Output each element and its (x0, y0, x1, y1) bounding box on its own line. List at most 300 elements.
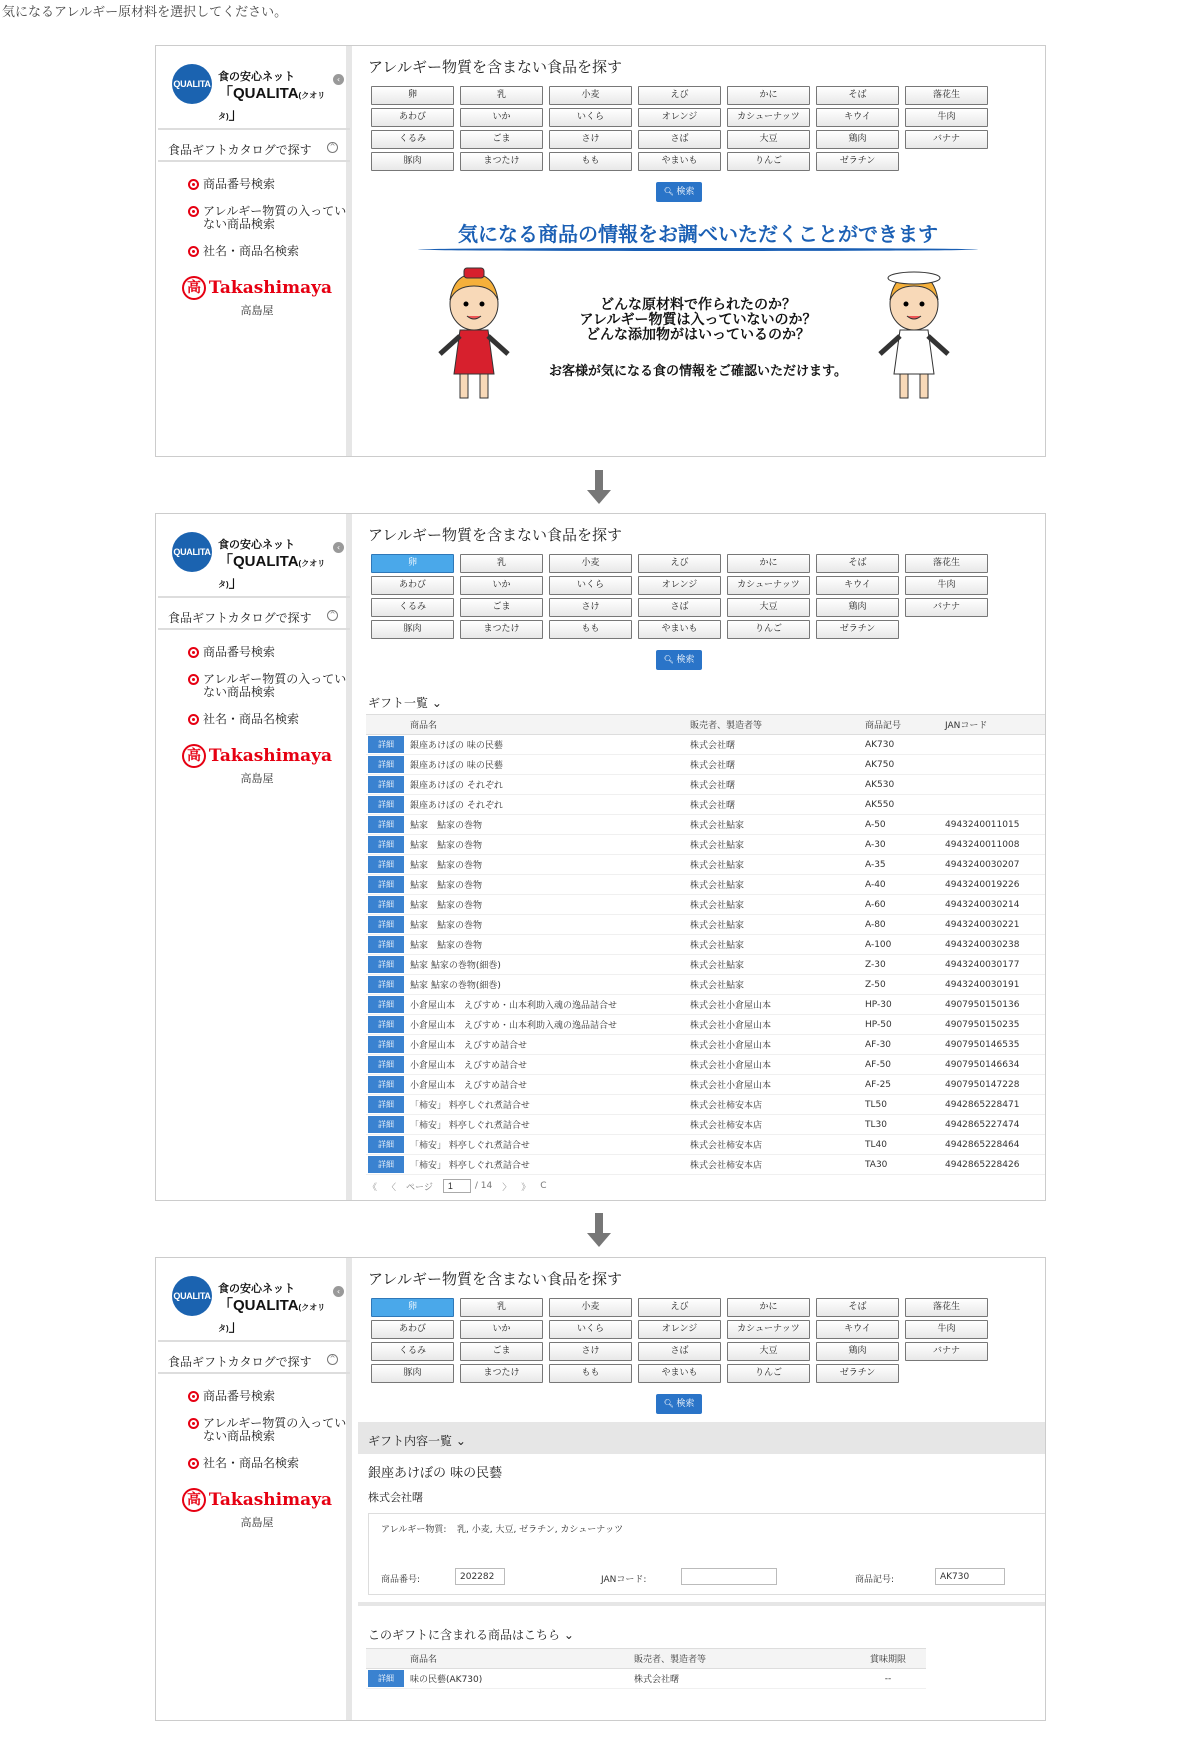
allergen-button[interactable]: やまいも (638, 1364, 721, 1383)
product-code-field[interactable]: AK730 (935, 1568, 1005, 1585)
allergen-button[interactable]: 落花生 (905, 86, 988, 105)
page-title: アレルギー物質を含まない食品を探す (368, 58, 623, 76)
allergen-button[interactable]: いくら (549, 576, 632, 595)
main-area (358, 46, 1045, 456)
table-cell: 株式会社柿安本店 (690, 1101, 763, 1111)
allergen-button[interactable]: やまいも (638, 152, 721, 171)
table-cell: 「柿安」 料亭しぐれ煮詰合せ (410, 1141, 530, 1151)
banner-headline: 気になる商品の情報をお調べいただくことができます (458, 222, 938, 246)
table-cell: A-30 (865, 839, 886, 850)
jan-code-field[interactable] (681, 1568, 777, 1585)
nav-product-number-search[interactable]: 商品番号検索 (188, 1390, 348, 1403)
allergen-button[interactable]: キウイ (816, 108, 899, 127)
allergen-button[interactable]: かに (727, 1298, 810, 1317)
qualita-logo[interactable] (158, 1258, 350, 1342)
table-cell: 銀座あけぼの それぞれ (410, 781, 503, 791)
allergen-row (371, 554, 1021, 573)
table-cell: 4943240030221 (945, 919, 1020, 930)
table-cell: 鮎家 鮎家の巻物(細巻) (410, 961, 501, 971)
search-icon: 🔍︎ (663, 187, 677, 196)
detail-button[interactable]: 詳細 (368, 796, 404, 813)
table-row (366, 835, 1046, 855)
main-area (358, 1258, 1045, 1720)
allergen-button[interactable]: 豚肉 (371, 152, 454, 171)
detail-button[interactable]: 詳細 (368, 916, 404, 933)
allergen-button[interactable]: ごま (460, 598, 543, 617)
product-maker: 株式会社曙 (368, 1491, 423, 1504)
table-cell: 株式会社曙 (690, 801, 736, 811)
detail-button[interactable]: 詳細 (368, 1156, 404, 1173)
detail-button[interactable]: 詳細 (368, 776, 404, 793)
table-cell: 小倉屋山本 えびすめ・山本利助入魂の逸品詰合せ (410, 1021, 618, 1031)
table-cell: 株式会社鮎家 (690, 961, 745, 971)
allergen-grid (371, 1298, 1021, 1386)
allergen-button[interactable]: 大豆 (727, 598, 810, 617)
table-cell: 株式会社曙 (690, 781, 736, 791)
allergen-button[interactable]: ごま (460, 130, 543, 149)
table-row (366, 735, 1046, 755)
column-header: 販売者、製造者等 (634, 1655, 707, 1665)
detail-button[interactable]: 詳細 (368, 1670, 404, 1687)
gift-table (366, 714, 1046, 1175)
detail-button[interactable]: 詳細 (368, 816, 404, 833)
allergen-button[interactable]: さけ (549, 598, 632, 617)
search-button[interactable] (656, 182, 702, 202)
detail-button[interactable]: 詳細 (368, 976, 404, 993)
allergen-grid (371, 86, 1021, 174)
nav-allergen-free-search[interactable]: アレルギー物質の入っていない商品検索 (188, 673, 348, 699)
table-row (366, 915, 1046, 935)
table-cell: 4943240030238 (945, 939, 1020, 950)
detail-button[interactable]: 詳細 (368, 756, 404, 773)
last-page-icon[interactable]: 》 (521, 1182, 531, 1193)
detail-button[interactable]: 詳細 (368, 1136, 404, 1153)
table-cell: 株式会社小倉屋山本 (690, 1041, 772, 1051)
allergen-button[interactable]: りんご (727, 620, 810, 639)
allergen-button[interactable]: あわび (371, 576, 454, 595)
chevron-down-icon[interactable]: ⌄ (560, 1628, 574, 1642)
bullet-icon (188, 206, 199, 217)
nav-company-name-search[interactable]: 社名・商品名検索 (188, 713, 348, 726)
nav-product-number-search[interactable]: 商品番号検索 (188, 646, 348, 659)
bullet-icon (188, 1458, 199, 1469)
allergen-button[interactable]: オレンジ (638, 1320, 721, 1339)
table-cell: 株式会社曙 (690, 761, 736, 771)
detail-button[interactable]: 詳細 (368, 856, 404, 873)
next-page-icon[interactable]: 〉 (502, 1182, 512, 1193)
allergen-button[interactable]: 乳 (460, 86, 543, 105)
search-label: 検索 (676, 187, 695, 197)
allergen-button[interactable]: かに (727, 554, 810, 573)
first-page-icon[interactable]: 《 (368, 1182, 378, 1193)
table-cell: 小倉屋山本 えびすめ・山本利助入魂の逸品詰合せ (410, 1001, 618, 1011)
table-row (366, 755, 1046, 775)
allergen-button[interactable]: 乳 (460, 1298, 543, 1317)
table-cell: 4907950150235 (945, 1019, 1020, 1030)
table-row (366, 855, 1046, 875)
table-cell: 小倉屋山本 えびすめ詰合せ (410, 1061, 528, 1071)
table-cell: 4943240011015 (945, 819, 1020, 830)
collapse-icon[interactable]: ‹ (333, 74, 344, 85)
allergen-button[interactable]: バナナ (905, 1342, 988, 1361)
bullet-icon (188, 647, 199, 658)
allergen-button[interactable]: 牛肉 (905, 576, 988, 595)
category-header[interactable]: 食品ギフトカタログで探す ^ (158, 132, 350, 162)
collapse-icon[interactable]: ‹ (333, 1286, 344, 1297)
table-cell: 株式会社曙 (690, 741, 736, 751)
table-cell: 4943240030207 (945, 859, 1020, 870)
table-cell: 鮎家 鮎家の巻物 (410, 821, 483, 831)
takashimaya-logo (182, 1488, 332, 1530)
allergen-button[interactable]: 小麦 (549, 1298, 632, 1317)
logo-subtitle: 食の安心ネット (218, 538, 295, 551)
screen-results (155, 513, 1046, 1201)
table-cell: TA30 (865, 1159, 888, 1170)
qualita-logo[interactable] (158, 46, 350, 130)
table-header (366, 714, 1046, 735)
bullet-icon (188, 1418, 199, 1429)
page-total: / 14 (474, 1181, 493, 1191)
chevron-up-icon[interactable]: ^ (327, 142, 338, 153)
table-cell: TL30 (865, 1119, 887, 1130)
takashimaya-seal-icon: 高 (182, 744, 206, 768)
column-header: JANコード (945, 721, 988, 731)
collapse-icon[interactable]: ‹ (333, 542, 344, 553)
chevron-down-icon[interactable]: ⌄ (452, 1434, 466, 1448)
prev-page-icon[interactable]: 〈 (387, 1182, 397, 1193)
banner-question: どんな原材料で作られたのか？ (600, 297, 796, 313)
qualita-logo[interactable] (158, 514, 350, 598)
allergen-button[interactable]: キウイ (816, 1320, 899, 1339)
side-nav (188, 646, 348, 740)
detail-button[interactable]: 詳細 (368, 1036, 404, 1053)
detail-button[interactable]: 詳細 (368, 896, 404, 913)
banner-underline (418, 248, 978, 251)
chevron-up-icon[interactable]: ^ (327, 1354, 338, 1365)
bullet-icon (188, 179, 199, 190)
table-cell: HP-30 (865, 999, 892, 1010)
banner-question: アレルギー物質は入っていないのか？ (579, 312, 817, 328)
side-nav (188, 1390, 348, 1484)
allergen-button[interactable]: 卵 (371, 86, 454, 105)
table-cell: Z-30 (865, 959, 886, 970)
table-cell: A-35 (865, 859, 886, 870)
allergen-button[interactable]: ごま (460, 1342, 543, 1361)
table-row (366, 1095, 1046, 1115)
page-label: ページ (406, 1182, 433, 1193)
allergen-button[interactable]: りんご (727, 1364, 810, 1383)
allergen-button[interactable]: もも (549, 1364, 632, 1383)
allergen-button[interactable]: 落花生 (905, 554, 988, 573)
category-header[interactable]: 食品ギフトカタログで探す ^ (158, 1344, 350, 1374)
column-header: 商品記号 (865, 721, 902, 731)
allergen-button[interactable]: 鶏肉 (816, 130, 899, 149)
allergen-button[interactable]: 牛肉 (905, 108, 988, 127)
allergen-button[interactable]: くるみ (371, 130, 454, 149)
allergen-button[interactable]: いか (460, 576, 543, 595)
category-header[interactable]: 食品ギフトカタログで探す ^ (158, 600, 350, 630)
table-cell: 4907950146634 (945, 1059, 1020, 1070)
table-cell: 株式会社鮎家 (690, 841, 745, 851)
table-cell: 鮎家 鮎家の巻物 (410, 901, 483, 911)
page-input[interactable] (443, 1179, 471, 1193)
table-cell: 株式会社鮎家 (690, 941, 745, 951)
allergen-button[interactable]: くるみ (371, 598, 454, 617)
nav-allergen-free-search[interactable]: アレルギー物質の入っていない商品検索 (188, 1417, 348, 1443)
table-cell: AK730 (865, 739, 895, 750)
table-row (366, 1015, 1046, 1035)
detail-button[interactable]: 詳細 (368, 1096, 404, 1113)
takashimaya-seal-icon: 高 (182, 276, 206, 300)
allergen-button[interactable]: いか (460, 108, 543, 127)
allergen-button[interactable]: 大豆 (727, 130, 810, 149)
table-cell: 株式会社柿安本店 (690, 1121, 763, 1131)
detail-button[interactable]: 詳細 (368, 836, 404, 853)
search-icon: 🔍︎ (663, 655, 677, 664)
allergen-button[interactable]: 小麦 (549, 554, 632, 573)
logo-title: 「QUALITA(クオリタ)」 (218, 85, 326, 123)
table-cell: 4943240019226 (945, 879, 1020, 890)
nav-allergen-free-search[interactable]: アレルギー物質の入っていない商品検索 (188, 205, 348, 231)
column-header: 商品名 (410, 1655, 438, 1665)
allergen-button[interactable]: 卵 (371, 554, 454, 573)
allergen-button[interactable]: いくら (549, 1320, 632, 1339)
nav-product-number-search[interactable]: 商品番号検索 (188, 178, 348, 191)
allergen-button[interactable]: えび (638, 86, 721, 105)
table-cell: 鮎家 鮎家の巻物(細巻) (410, 981, 501, 991)
table-cell: A-40 (865, 879, 886, 890)
search-icon: 🔍︎ (663, 1399, 677, 1408)
bullet-icon (188, 714, 199, 725)
allergen-grid (371, 554, 1021, 642)
table-row (366, 1115, 1046, 1135)
allergen-row (371, 1342, 1021, 1361)
gift-contents-header[interactable] (358, 1422, 1046, 1454)
allergen-button[interactable]: もも (549, 152, 632, 171)
allergen-button[interactable]: 落花生 (905, 1298, 988, 1317)
table-cell: 「柿安」 料亭しぐれ煮詰合せ (410, 1101, 530, 1111)
allergen-button[interactable]: オレンジ (638, 576, 721, 595)
table-cell: 銀座あけぼの 味の民藝 (410, 741, 503, 751)
search-label: 検索 (676, 655, 695, 665)
search-label: 検索 (676, 1399, 695, 1409)
gift-detail (358, 1454, 1046, 1595)
takashimaya-logo (182, 744, 332, 786)
allergen-row (371, 130, 1021, 149)
table-cell: AF-25 (865, 1079, 892, 1090)
table-cell: AK750 (865, 759, 895, 770)
allergen-button[interactable]: そば (816, 1298, 899, 1317)
sidebar (156, 514, 352, 1200)
table-cell: 4942865228426 (945, 1159, 1020, 1170)
takashimaya-wordmark: Takashimaya (208, 746, 332, 766)
allergen-button[interactable]: いか (460, 1320, 543, 1339)
down-arrow-icon (585, 470, 613, 504)
allergen-button[interactable]: カシューナッツ (727, 576, 810, 595)
allergen-button[interactable]: ゼラチン (816, 1364, 899, 1383)
allergen-button[interactable]: もも (549, 620, 632, 639)
table-cell: 鮎家 鮎家の巻物 (410, 861, 483, 871)
table-cell: 株式会社曙 (634, 1675, 680, 1685)
bullet-icon (188, 246, 199, 257)
allergen-button[interactable]: まつたけ (460, 152, 543, 171)
allergen-row (371, 620, 1021, 639)
banner-question: どんな添加物がはいっているのか？ (586, 327, 810, 343)
table-cell: 株式会社柿安本店 (690, 1141, 763, 1151)
column-header: 賞味期限 (869, 1655, 906, 1665)
detail-button[interactable]: 詳細 (368, 1076, 404, 1093)
allergen-button[interactable]: 牛肉 (905, 1320, 988, 1339)
allergen-button[interactable]: そば (816, 554, 899, 573)
allergen-button[interactable]: えび (638, 1298, 721, 1317)
allergen-button[interactable]: あわび (371, 108, 454, 127)
nav-company-name-search[interactable]: 社名・商品名検索 (188, 1457, 348, 1470)
allergen-button[interactable]: かに (727, 86, 810, 105)
allergen-button[interactable]: 小麦 (549, 86, 632, 105)
allergen-button[interactable]: カシューナッツ (727, 1320, 810, 1339)
detail-button[interactable]: 詳細 (368, 936, 404, 953)
detail-button[interactable]: 詳細 (368, 1016, 404, 1033)
takashimaya-jp: 高島屋 (240, 304, 274, 317)
table-row (366, 775, 1046, 795)
intro-text: 気になるアレルギー原材料を選択してください。 (2, 5, 288, 20)
allergen-button[interactable]: さば (638, 598, 721, 617)
allergen-button[interactable]: 卵 (371, 1298, 454, 1317)
table-row (366, 1669, 926, 1689)
table-cell: 4943240030177 (945, 959, 1020, 970)
detail-button[interactable]: 詳細 (368, 956, 404, 973)
allergen-button[interactable]: オレンジ (638, 108, 721, 127)
allergen-button[interactable]: ゼラチン (816, 152, 899, 171)
number-label: 商品番号: (381, 1575, 421, 1585)
contents-header[interactable] (358, 1616, 1046, 1648)
table-cell: TL40 (865, 1139, 887, 1150)
banner-tagline: お客様が気になる食の情報をご確認いただけます。 (549, 364, 847, 379)
allergen-row (371, 152, 1021, 171)
detail-button[interactable]: 詳細 (368, 1116, 404, 1133)
logo-subtitle: 食の安心ネット (218, 70, 295, 83)
pagination (368, 1176, 557, 1196)
allergen-button[interactable]: そば (816, 86, 899, 105)
sidebar (156, 1258, 352, 1720)
allergen-button[interactable]: 豚肉 (371, 1364, 454, 1383)
refresh-icon[interactable]: C (540, 1181, 547, 1191)
table-cell: 鮎家 鮎家の巻物 (410, 941, 483, 951)
allergen-button[interactable]: バナナ (905, 598, 988, 617)
bullet-icon (188, 1391, 199, 1402)
nav-company-name-search[interactable]: 社名・商品名検索 (188, 245, 348, 258)
allergen-button[interactable]: えび (638, 554, 721, 573)
allergen-button[interactable]: 鶏肉 (816, 1342, 899, 1361)
detail-button[interactable]: 詳細 (368, 876, 404, 893)
allergen-button[interactable]: さけ (549, 1342, 632, 1361)
table-cell: 株式会社鮎家 (690, 881, 745, 891)
product-info-box (368, 1513, 1046, 1595)
detail-button[interactable]: 詳細 (368, 996, 404, 1013)
takashimaya-jp: 高島屋 (240, 1516, 274, 1529)
table-cell: 株式会社鮎家 (690, 821, 745, 831)
table-cell: 4907950150136 (945, 999, 1020, 1010)
allergen-value: 乳, 小麦, 大豆, ゼラチン, カシューナッツ (457, 1525, 624, 1535)
detail-button[interactable]: 詳細 (368, 736, 404, 753)
allergen-button[interactable]: 大豆 (727, 1342, 810, 1361)
table-cell: TL50 (865, 1099, 887, 1110)
search-button[interactable] (656, 650, 702, 670)
allergen-button[interactable]: あわび (371, 1320, 454, 1339)
table-cell: 「柿安」 料亭しぐれ煮詰合せ (410, 1121, 530, 1131)
table-row (366, 935, 1046, 955)
allergen-button[interactable]: さけ (549, 130, 632, 149)
allergen-button[interactable]: バナナ (905, 130, 988, 149)
boy-mascot-illustration (434, 266, 514, 406)
qualita-logo-badge: QUALITA (172, 64, 212, 104)
table-row (366, 1055, 1046, 1075)
table-cell: -- (884, 1673, 892, 1684)
chevron-up-icon[interactable]: ^ (327, 610, 338, 621)
table-cell: 鮎家 鮎家の巻物 (410, 841, 483, 851)
allergen-button[interactable]: キウイ (816, 576, 899, 595)
search-button[interactable] (656, 1394, 702, 1414)
screen-initial (155, 45, 1046, 457)
product-name: 銀座あけぼの 味の民藝 (368, 1466, 503, 1481)
table-cell: 株式会社鮎家 (690, 921, 745, 931)
allergen-button[interactable]: 鶏肉 (816, 598, 899, 617)
product-number-field[interactable]: 202282 (455, 1568, 505, 1585)
sidebar (156, 46, 352, 456)
allergen-button[interactable]: 豚肉 (371, 620, 454, 639)
gift-list-header[interactable] (358, 684, 1046, 716)
allergen-button[interactable]: まつたけ (460, 620, 543, 639)
column-header: 商品名 (410, 721, 438, 731)
table-row (366, 1135, 1046, 1155)
table-cell: HP-50 (865, 1019, 892, 1030)
allergen-row (371, 108, 1021, 127)
section-divider (358, 1602, 1046, 1606)
allergen-button[interactable]: 乳 (460, 554, 543, 573)
table-cell: 銀座あけぼの 味の民藝 (410, 761, 503, 771)
page-title: アレルギー物質を含まない食品を探す (368, 1270, 623, 1288)
table-row (366, 1035, 1046, 1055)
chevron-down-icon[interactable]: ⌄ (428, 696, 442, 710)
table-cell: 小倉屋山本 えびすめ詰合せ (410, 1041, 528, 1051)
allergen-button[interactable]: さば (638, 1342, 721, 1361)
allergen-button[interactable]: カシューナッツ (727, 108, 810, 127)
table-row (366, 1075, 1046, 1095)
detail-button[interactable]: 詳細 (368, 1056, 404, 1073)
takashimaya-logo (182, 276, 332, 318)
allergen-button[interactable]: ゼラチン (816, 620, 899, 639)
allergen-button[interactable]: いくら (549, 108, 632, 127)
takashimaya-seal-icon: 高 (182, 1488, 206, 1512)
table-row (366, 795, 1046, 815)
side-nav (188, 178, 348, 272)
table-cell: 株式会社鮎家 (690, 901, 745, 911)
girl-mascot-illustration (874, 266, 954, 406)
table-cell: 4943240011008 (945, 839, 1020, 850)
allergen-button[interactable]: りんご (727, 152, 810, 171)
table-cell: 株式会社小倉屋山本 (690, 1021, 772, 1031)
logo-title: 「QUALITA(クオリタ)」 (218, 1297, 326, 1335)
column-header: 販売者、製造者等 (690, 721, 763, 731)
table-row (366, 995, 1046, 1015)
allergen-button[interactable]: やまいも (638, 620, 721, 639)
allergen-button[interactable]: さば (638, 130, 721, 149)
table-row (366, 1155, 1046, 1175)
allergen-button[interactable]: くるみ (371, 1342, 454, 1361)
table-cell: 4943240030191 (945, 979, 1020, 990)
allergen-button[interactable]: まつたけ (460, 1364, 543, 1383)
main-area (358, 514, 1045, 1200)
